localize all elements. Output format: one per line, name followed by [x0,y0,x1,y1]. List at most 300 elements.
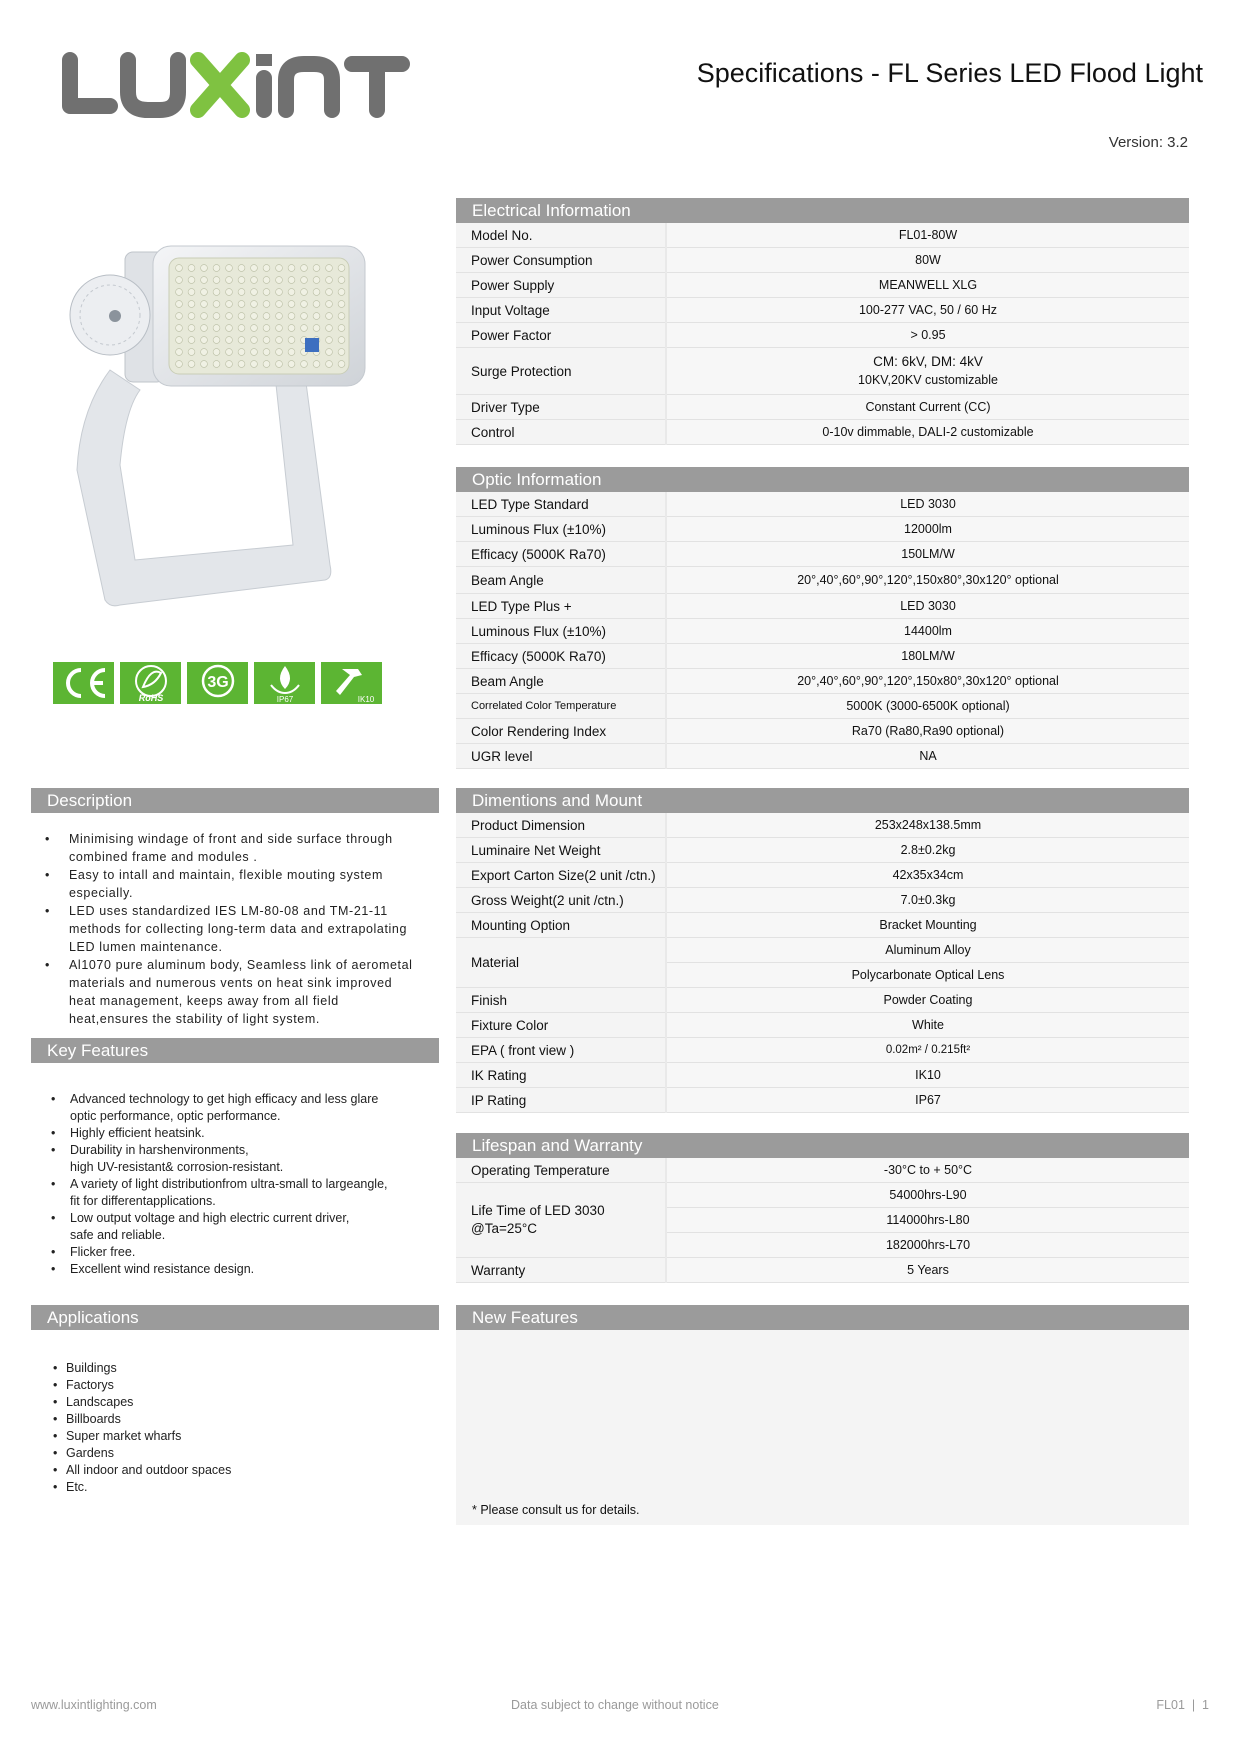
led-dot [276,313,283,320]
spec-value: Polycarbonate Optical Lens [666,963,1189,988]
new-features-note: * Please consult us for details. [472,1503,640,1517]
table-row [456,863,1189,888]
spec-value: 12000lm [666,517,1189,542]
led-dot [326,313,333,320]
table-row [456,395,1189,420]
spec-value: 182000hrs-L70 [666,1233,1189,1258]
led-dot [263,349,270,356]
list-line: especially. [69,886,134,900]
list-item: • All indoor and outdoor spaces [31,1462,439,1479]
led-dot [176,277,183,284]
list-item [31,1125,439,1142]
list-item: • Gardens [31,1445,439,1462]
spec-key: Power Supply [456,273,666,298]
led-dot [201,361,208,368]
led-dot [201,313,208,320]
led-dot [238,337,245,344]
led-dot [338,325,345,332]
led-dot [288,289,295,296]
spec-key: LED Type Standard [456,492,666,517]
key-features-list [31,1091,439,1278]
led-dot [226,349,233,356]
spec-value: 20°,40°,60°,90°,120°,150x80°,30x120° optional [666,669,1189,694]
spec-key: EPA ( front view ) [456,1038,666,1063]
list-item [31,1091,439,1125]
table-row [456,913,1189,938]
list-line: fit for differentapplications. [70,1194,216,1208]
led-dot [251,277,258,284]
table-row [456,694,1189,719]
led-dot [326,337,333,344]
spec-key: Power Consumption [456,248,666,273]
list-item [31,830,439,866]
led-dot [338,277,345,284]
spec-value: 180LM/W [666,644,1189,669]
table-row [456,594,1189,619]
spec-value [666,348,1189,395]
list-item [31,1142,439,1176]
led-dot [288,349,295,356]
led-dot [201,337,208,344]
section-title: Dimentions and Mount [456,788,1189,813]
led-dot [251,349,258,356]
led-dot [226,301,233,308]
led-dot [238,313,245,320]
list-line: • Flicker free. [70,1245,136,1259]
optic-section [456,467,1189,769]
led-dot [226,361,233,368]
led-dot [238,277,245,284]
led-dot [263,337,270,344]
footer-url[interactable]: www.luxintlighting.com [31,1698,157,1712]
led-dot [188,277,195,284]
luxint-logo [62,52,412,122]
table-row [456,1038,1189,1063]
led-dot [251,337,258,344]
footer-page-number: FL01 | 1 [1156,1698,1209,1712]
list-line: • Al1070 pure aluminum body, Seamless link of aerometal [69,958,413,972]
spec-value: LED 3030 [666,594,1189,619]
table-row [456,298,1189,323]
version-label: Version: 3.2 [1108,134,1188,151]
led-dot [263,277,270,284]
led-dot [238,361,245,368]
lifespan-table [456,1158,1189,1283]
led-dot [188,349,195,356]
list-line: • Excellent wind resistance design. [70,1262,255,1276]
led-dot [301,325,308,332]
led-dot [176,301,183,308]
section-title: New Features [456,1305,1189,1330]
led-dot [263,313,270,320]
spec-key: Finish [456,988,666,1013]
table-row [456,1183,1189,1208]
spec-key: Efficacy (5000K Ra70) [456,542,666,567]
lifespan-section [456,1133,1189,1283]
table-row [456,420,1189,445]
led-dot [201,301,208,308]
ik10-icon [321,662,382,704]
led-dot [276,277,283,284]
led-dot [188,265,195,272]
list-line: heat,ensures the stability of light system. [69,1012,320,1026]
spec-value: 80W [666,248,1189,273]
led-dot [226,313,233,320]
table-row [456,644,1189,669]
spec-key: Driver Type [456,395,666,420]
led-dot [263,265,270,272]
table-row [456,492,1189,517]
led-dot [326,349,333,356]
led-dot [313,313,320,320]
spec-key: Fixture Color [456,1013,666,1038]
led-dot [263,361,270,368]
list-line: • LED uses standardized IES LM-80-08 and TM-21-11 [69,904,388,918]
led-dot [201,349,208,356]
list-item [31,1261,439,1278]
table-row [456,1013,1189,1038]
led-dot [238,349,245,356]
led-dot [213,337,220,344]
description-section [31,788,439,1028]
led-dot [313,289,320,296]
led-dot [326,265,333,272]
led-dot [176,289,183,296]
svg-text:IK10: IK10 [357,695,374,703]
led-dot [176,361,183,368]
table-row [456,669,1189,694]
spec-key: Power Factor [456,323,666,348]
table-row [456,567,1189,594]
led-dot [251,361,258,368]
section-title: Optic Information [456,467,1189,492]
spec-key: Color Rendering Index [456,719,666,744]
spec-key: Gross Weight(2 unit /ctn.) [456,888,666,913]
spec-key: Correlated Color Temperature [456,694,666,719]
led-dot [188,289,195,296]
led-dot [338,313,345,320]
led-dot [338,289,345,296]
table-row [456,619,1189,644]
led-dot [213,301,220,308]
led-dot [188,313,195,320]
led-dot [288,337,295,344]
led-dot [288,325,295,332]
spec-value: 54000hrs-L90 [666,1183,1189,1208]
key-features-section [31,1038,439,1278]
led-dot [338,265,345,272]
led-dot [276,265,283,272]
spec-key: Model No. [456,223,666,248]
spec-key: IK Rating [456,1063,666,1088]
spec-key: Product Dimension [456,813,666,838]
led-dot [276,361,283,368]
list-line: optic performance, optic performance. [70,1109,281,1123]
list-line: • Low output voltage and high electric current driver, [70,1211,350,1225]
spec-value: 150LM/W [666,542,1189,567]
section-title: Key Features [31,1038,439,1063]
spec-key: Luminaire Net Weight [456,838,666,863]
led-dot [176,265,183,272]
led-dot [301,277,308,284]
list-line: • A variety of light distributionfrom ultra-small to largeangle, [70,1177,388,1191]
table-row [456,1063,1189,1088]
led-dot [176,337,183,344]
list-item [31,1244,439,1261]
spec-key: Luminous Flux (±10%) [456,517,666,542]
list-line: LED lumen maintenance. [69,940,223,954]
table-row [456,1088,1189,1113]
svg-text:RoHS: RoHS [138,693,163,703]
spec-value: 0.02m² / 0.215ft² [666,1038,1189,1063]
spec-value: 42x35x34cm [666,863,1189,888]
new-features-body [456,1330,1189,1525]
table-row [456,719,1189,744]
spec-value: NA [666,744,1189,769]
spec-value: Powder Coating [666,988,1189,1013]
table-row [456,938,1189,963]
led-dot [276,337,283,344]
led-dot [238,289,245,296]
list-line: • Easy to intall and maintain, flexible mouting system [69,868,383,882]
section-title: Electrical Information [456,198,1189,223]
list-item: • Buildings [31,1360,439,1377]
led-dot [238,325,245,332]
spec-value: Constant Current (CC) [666,395,1189,420]
led-dot [226,325,233,332]
ip67-icon [254,662,315,704]
list-line: • Highly efficient heatsink. [70,1126,205,1140]
spec-value: MEANWELL XLG [666,273,1189,298]
led-dot [338,349,345,356]
list-item [31,956,439,1028]
spec-value: > 0.95 [666,323,1189,348]
spec-value: Aluminum Alloy [666,938,1189,963]
led-dot [251,325,258,332]
led-dot [213,325,220,332]
spec-value: Ra70 (Ra80,Ra90 optional) [666,719,1189,744]
led-dot [263,325,270,332]
section-title: Description [31,788,439,813]
list-item [31,902,439,956]
led-dot [188,325,195,332]
svg-text:3G: 3G [206,674,229,691]
list-line: heat management, keeps away from all field [69,994,339,1008]
led-dot [288,361,295,368]
led-dot [301,265,308,272]
spec-value: FL01-80W [666,223,1189,248]
led-dot [251,265,258,272]
lifetime-label-1: Life Time of LED 3030 [471,1203,605,1218]
spec-value: IK10 [666,1063,1189,1088]
led-dot [176,313,183,320]
spec-key: Beam Angle [456,567,666,594]
led-dot [226,265,233,272]
list-line: • Minimising windage of front and side surface through [69,832,393,846]
dimensions-section [456,788,1189,1113]
table-row [456,1158,1189,1183]
led-dot [226,289,233,296]
table-row [456,273,1189,298]
product-image [65,240,375,610]
list-line: methods for collecting long-term data and extrapolating [69,922,408,936]
led-dot [338,361,345,368]
led-dot [176,349,183,356]
list-line: safe and reliable. [70,1228,166,1242]
spec-key: Efficacy (5000K Ra70) [456,644,666,669]
list-item [31,866,439,902]
lifetime-label-2: @Ta=25°C [471,1221,538,1236]
list-line: • Durability in harshenvironments, [70,1143,249,1157]
spec-key: IP Rating [456,1088,666,1113]
led-dot [213,313,220,320]
led-dot [326,301,333,308]
led-dot [201,289,208,296]
led-dot [213,349,220,356]
spec-value: 0-10v dimmable, DALI-2 customizable [666,420,1189,445]
led-dot [313,277,320,284]
led-dot [313,301,320,308]
spec-key: Input Voltage [456,298,666,323]
led-dot [301,313,308,320]
led-dot [301,361,308,368]
3g-vibration-icon [187,662,248,704]
led-dot [338,301,345,308]
led-dot [326,277,333,284]
led-dot [326,289,333,296]
led-dot [176,325,183,332]
spec-value: LED 3030 [666,492,1189,517]
spec-value: 100-277 VAC, 50 / 60 Hz [666,298,1189,323]
spec-value: IP67 [666,1088,1189,1113]
led-dot [301,301,308,308]
applications-list [31,1360,439,1496]
electrical-section [456,198,1189,445]
spec-key: Beam Angle [456,669,666,694]
spec-value: 7.0±0.3kg [666,888,1189,913]
spec-key: Luminous Flux (±10%) [456,619,666,644]
led-dot [251,301,258,308]
led-dot [188,301,195,308]
spec-value: 253x248x138.5mm [666,813,1189,838]
spec-key: Material [456,938,666,988]
footer-disclaimer: Data subject to change without notice [511,1698,719,1712]
led-dot [201,325,208,332]
table-row [456,223,1189,248]
list-line: combined frame and modules . [69,850,258,864]
led-dot [288,277,295,284]
spec-key [456,1183,666,1258]
spec-key: Operating Temperature [456,1158,666,1183]
table-row [456,888,1189,913]
led-dot [213,265,220,272]
list-item [31,1210,439,1244]
led-dot [213,277,220,284]
optic-table [456,492,1189,769]
table-row [456,813,1189,838]
dimensions-table [456,813,1189,1113]
led-dot [213,361,220,368]
led-dot [276,289,283,296]
list-item: • Landscapes [31,1394,439,1411]
led-dot [238,301,245,308]
list-item: • Billboards [31,1411,439,1428]
section-title: Applications [31,1305,439,1330]
section-title: Lifespan and Warranty [456,1133,1189,1158]
led-dot [201,277,208,284]
electrical-table [456,223,1189,445]
led-dot [251,289,258,296]
list-item: • Etc. [31,1479,439,1496]
spec-key: Warranty [456,1258,666,1283]
spec-key: LED Type Plus + [456,594,666,619]
spec-key: Surge Protection [456,348,666,395]
spec-value: 14400lm [666,619,1189,644]
led-dot [313,265,320,272]
table-row [456,1258,1189,1283]
led-dot [288,313,295,320]
table-row [456,248,1189,273]
table-row [456,988,1189,1013]
led-dot [276,325,283,332]
led-dot [263,301,270,308]
spec-key: Control [456,420,666,445]
led-dot [288,301,295,308]
spec-value: 114000hrs-L80 [666,1208,1189,1233]
table-row [456,323,1189,348]
led-dot [326,361,333,368]
list-line: • Advanced technology to get high efficacy and less glare [70,1092,379,1106]
surge-line-1: CM: 6kV, DM: 4kV [873,354,983,369]
table-row [456,838,1189,863]
led-dot [301,289,308,296]
led-dot [263,289,270,296]
led-dot [251,313,258,320]
led-dot [226,337,233,344]
table-row [456,348,1189,395]
spec-value: Bracket Mounting [666,913,1189,938]
list-line: materials and numerous vents on heat sink improved [69,976,393,990]
led-dot [276,349,283,356]
document-title: Specifications - FL Series LED Flood Light [696,58,1203,88]
spec-key: Mounting Option [456,913,666,938]
led-dot [288,265,295,272]
table-row [456,744,1189,769]
led-dot [276,301,283,308]
surge-line-2: 10KV,20KV customizable [858,373,998,387]
list-item: • Super market wharfs [31,1428,439,1445]
table-row [456,517,1189,542]
spec-value: 20°,40°,60°,90°,120°,150x80°,30x120° optional [666,567,1189,594]
led-dot [213,289,220,296]
spec-key: UGR level [456,744,666,769]
led-dot [338,337,345,344]
spec-key: Export Carton Size(2 unit /ctn.) [456,863,666,888]
spec-value: 5 Years [666,1258,1189,1283]
led-dot [226,277,233,284]
list-item [31,1176,439,1210]
led-dot [201,265,208,272]
led-dot [313,361,320,368]
led-dot [188,337,195,344]
list-item: • Factorys [31,1377,439,1394]
led-dot [313,325,320,332]
table-row [456,542,1189,567]
led-dot [326,325,333,332]
ce-icon [53,662,114,704]
list-line: high UV-resistant& corrosion-resistant. [70,1160,284,1174]
spec-value: 5000K (3000-6500K optional) [666,694,1189,719]
